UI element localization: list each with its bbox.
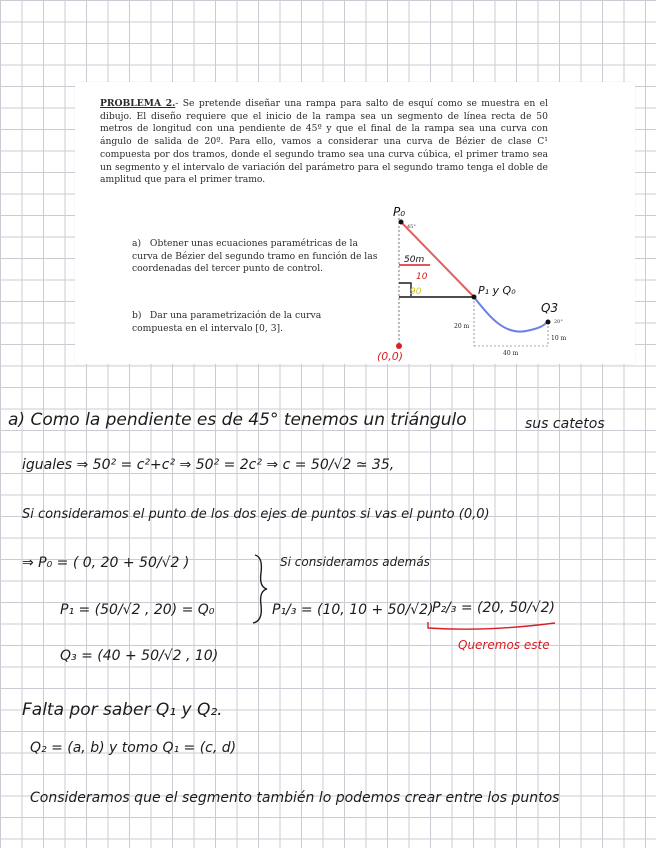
note-line-2: iguales ⇒ 50² = c²+c² ⇒ 50² = 2c² ⇒ c = 50/√2 ≃ 35, bbox=[22, 457, 395, 473]
note-p1-equation: P₁ = (50/√2 , 20) = Q₀ bbox=[60, 602, 215, 618]
item-b-text: Dar una parametrización de la curva compuesta en el intervalo [0, 3]. bbox=[132, 310, 322, 334]
problem-body: - Se pretende diseñar una rampa para salto de esquí como se muestra en el dibujo. El diseño requiere que el inicio de la rampa sea un segmento de línea recta de 50 metros de longitud con una pendiente de 45º y que el final de la rampa sea una curva con ángulo de salida de 20º. Para ello, vamos a considerar una curva de Bézier de clase C¹ compuesta por dos tramos, donde el segundo tramo sea una curva cúbica, el primer tramo sea un segmento y el intervalo de variación del parámetro para el segundo tramo tenga el doble de amplitud que para el primer tramo. bbox=[100, 98, 548, 186]
note-line-1b: sus catetos bbox=[525, 416, 605, 432]
q3-label: Q3 bbox=[541, 301, 559, 315]
problem-title: PROBLEMA 2. bbox=[100, 98, 176, 109]
ninety-label: 90 bbox=[410, 287, 422, 297]
note-line-falta: Falta por saber Q₁ y Q₂. bbox=[22, 700, 223, 720]
note-p23-equation: P₂/₃ = (20, 50/√2) bbox=[432, 600, 556, 616]
item-a-text: Obtener unas ecuaciones paramétricas de la curva de Bézier del segundo tramo en función de las coordenadas del tercer punto de control. bbox=[132, 238, 378, 275]
segment-length-label: 50m bbox=[404, 255, 425, 265]
bezier-curve bbox=[474, 297, 548, 332]
end-height-label: 10 m bbox=[551, 335, 567, 342]
angle-top-label: 45° bbox=[407, 224, 416, 230]
item-a-tag: a) bbox=[132, 238, 142, 249]
ten-label: 10 bbox=[416, 272, 428, 282]
q3-point bbox=[546, 320, 551, 325]
note-line-last: Consideramos que el segmento también lo podemos crear entre los puntos bbox=[30, 790, 560, 806]
note-q3-equation: Q₃ = (40 + 50/√2 , 10) bbox=[60, 648, 219, 664]
p0-point bbox=[399, 220, 404, 225]
note-want: Queremos este bbox=[458, 638, 550, 652]
item-b-tag: b) bbox=[132, 310, 142, 321]
width-label: 40 m bbox=[503, 350, 519, 357]
origin-label: (0,0) bbox=[377, 350, 404, 363]
note-line-q: Q₂ = (a, b) y tomo Q₁ = (c, d) bbox=[30, 740, 237, 756]
p0-label: P₀ bbox=[393, 205, 406, 219]
red-underline bbox=[425, 620, 560, 634]
note-line-1a: a) Como la pendiente es de 45° tenemos un triángulo bbox=[8, 410, 467, 430]
p1-q0-label: P₁ y Q₀ bbox=[478, 284, 516, 297]
note-p13-equation: P₁/₃ = (10, 10 + 50/√2) bbox=[272, 602, 434, 618]
note-line-3: Si consideramos el punto de los dos ejes de puntos si vas el punto (0,0) bbox=[22, 507, 490, 522]
note-aside: Si consideramos además bbox=[280, 555, 430, 569]
note-p0-equation: ⇒ P₀ = ( 0, 20 + 50/√2 ) bbox=[22, 555, 190, 571]
origin-point bbox=[396, 343, 402, 349]
height-label: 20 m bbox=[454, 323, 470, 330]
p1-point bbox=[472, 295, 477, 300]
angle-end-label: 20° bbox=[554, 319, 563, 325]
